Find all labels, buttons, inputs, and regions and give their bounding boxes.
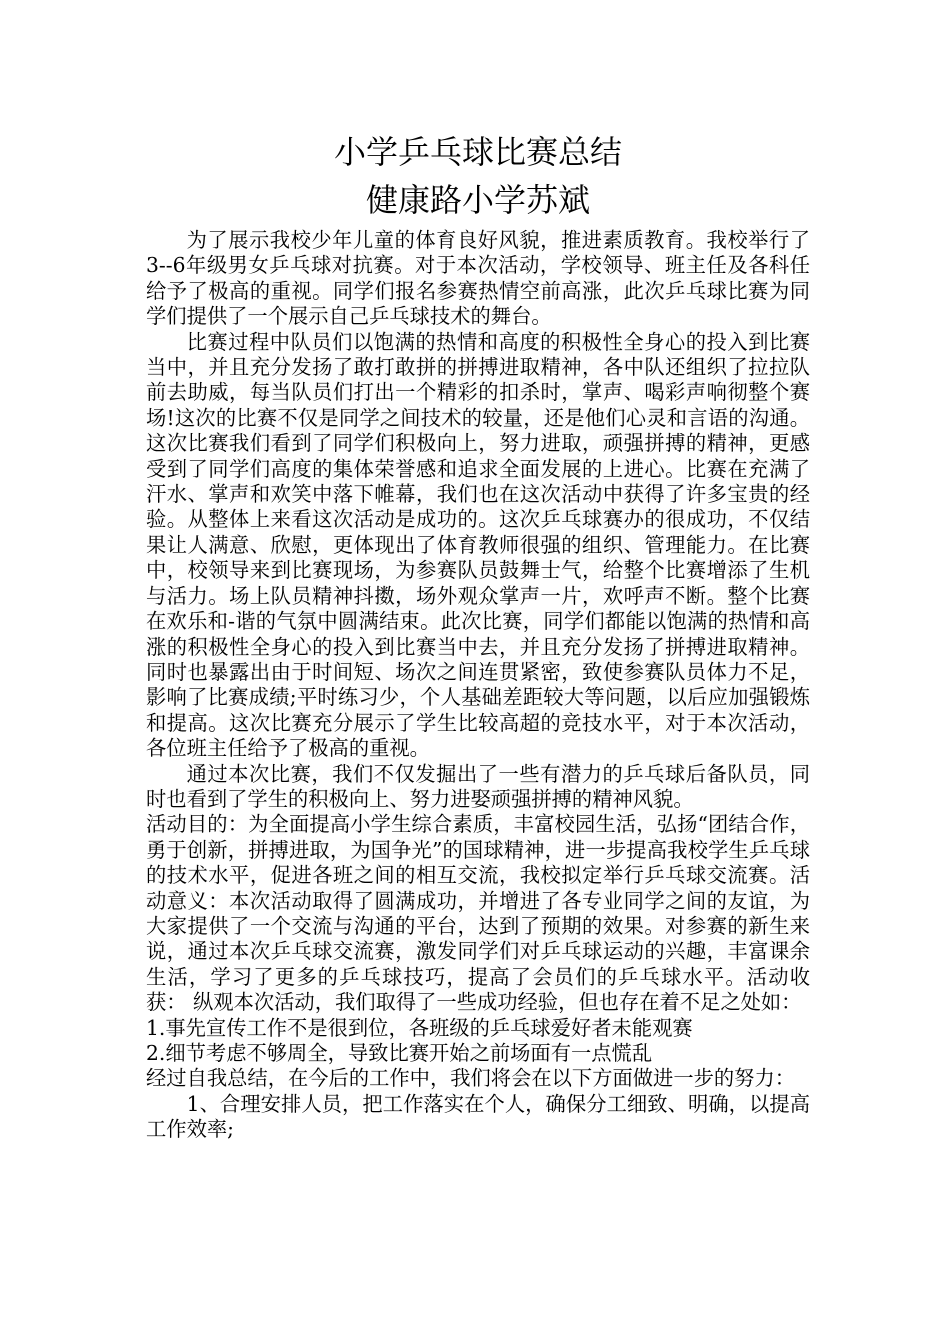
paragraph-self-summary: 经过自我总结，在今后的工作中，我们将会在以下方面做进一步的努力： [146, 1066, 796, 1091]
document-subtitle: 健康路小学苏斌 [365, 181, 590, 219]
list-item-shortcoming-2: 2.细节考虑不够周全，导致比赛开始之前场面有一点慌乱 [146, 1041, 653, 1065]
document-page [146, 128, 810, 1143]
list-item-shortcoming-1: 1.事先宣传工作不是很到位，各班级的乒乓球爱好者未能观赛 [146, 1015, 693, 1040]
paragraph-process: 比赛过程中队员们以饱满的热情和高度的积极性全身心的投入到比赛当中，并且充分发扬了敢打敢拼的拼搏进取精神，各中队还组织了拉拉队前去助威，每当队员们打出一个精彩的扣杀时，掌声、喝彩声响彻整个赛场!这次的比赛不仅是同学之间技术的较量，还是他们心灵和言语的沟通。这次比赛我们看到了同学们积极向上，努力进取，顽强拼搏的精神，更感受到了同学们高度的集体荣誉感和追求全面发展的上进心。比赛在充满了汗水、掌声和欢笑中落下帷幕，我们也在这次活动中获得了许多宝贵的经验。从整体上来看这次活动是成功的。这次乒乓球赛办的很成功，不仅结果让人满意、欣慰，更体现出了体育教师很强的组织、管理能力。在比赛中，校领导来到比赛现场，为参赛队员鼓舞士气，给整个比赛增添了生机与活力。场上队员精神抖擞，场外观众掌声一片，欢呼声不断。整个比赛在欢乐和-谐的气氛中圆满结束。此次比赛，同学们都能以饱满的热情和高涨的积极性全身心的投入到比赛当中去，并且充分发扬了拼搏进取精神。同时也暴露出由于时间短、场次之间连贯紧密，致使参赛队员体力不足，影响了比赛成绩;平时练习少，个人基础差距较大等问题，以后应加强锻炼和提高。这次比赛充分展示了学生比较高超的竞技水平，对于本次活动，各位班主任给予了极高的重视。 [146, 329, 810, 761]
list-item-improvement-1: 1、合理安排人员，把工作落实在个人，确保分工细致、明确，以提高工作效率; [146, 1091, 810, 1142]
paragraph-purpose: 活动目的：为全面提高小学生综合素质，丰富校园生活，弘扬“团结合作，勇于创新，拼搏进取，为国争光”的国球精神，进一步提高我校学生乒乓球的技术水平，促进各班之间的相互交流，我校拟定举行乒乓球交流赛。活动意义：本次活动取得了圆满成功，并增进了各专业同学之间的友谊，为大家提供了一个交流与沟通的平台，达到了预期的效果。对参赛的新生来说，通过本次乒乓球交流赛，激发同学们对乒乓球运动的兴趣，丰富课余生活，学习了更多的乒乓球技巧，提高了会员们的乒乓球水平。活动收获： 纵观本次活动，我们取得了一些成功经验，但也存在着不足之处如： [146, 812, 810, 1015]
paragraph-result: 通过本次比赛，我们不仅发掘出了一些有潜力的乒乓球后备队员，同时也看到了学生的积极向上、努力进娶顽强拼搏的精神风貌。 [146, 761, 810, 811]
paragraph-intro: 为了展示我校少年儿童的体育良好风貌，推进素质教育。我校举行了3--6年级男女乒乓球对抗赛。对于本次活动，学校领导、班主任及各科任给予了极高的重视。同学们报名参赛热情空前高涨，此次乒乓球比赛为同学们提供了一个展示自己乒乓球技术的舞台。 [146, 228, 810, 329]
document-body [146, 228, 810, 1143]
document-title: 小学乒乓球比赛总结 [333, 133, 622, 171]
